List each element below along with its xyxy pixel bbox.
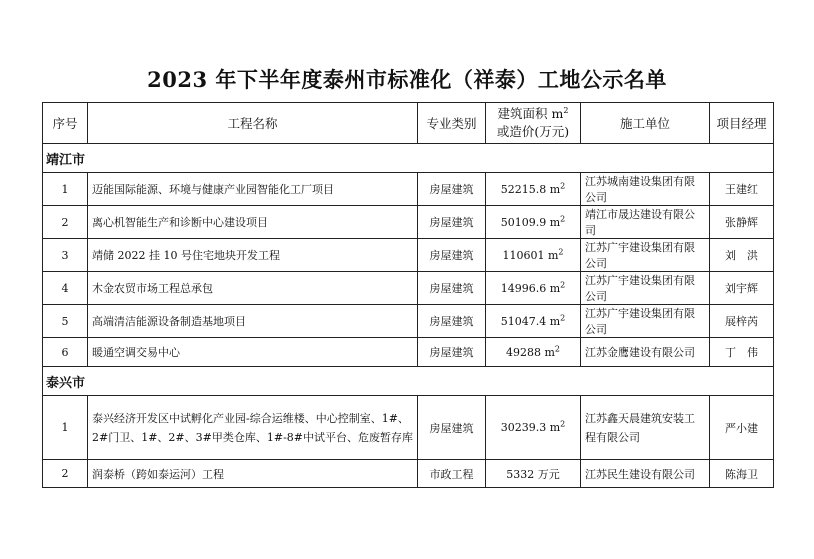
cell-area-value: 30239.3 m <box>500 421 561 434</box>
header-unit: 施工单位 <box>581 103 710 144</box>
cell-area-sup: 2 <box>558 246 564 256</box>
cell-unit: 江苏广宇建设集团有限公司 <box>581 272 710 305</box>
cell-project: 离心机智能生产和诊断中心建设项目 <box>88 206 418 239</box>
cell-area-value: 14996.6 m <box>500 281 561 295</box>
header-area-line1: 建筑面积 m <box>497 106 564 121</box>
cell-project: 木金农贸市场工程总承包 <box>88 272 418 305</box>
cell-area <box>486 206 581 239</box>
cell-category: 房屋建筑 <box>418 239 486 272</box>
header-manager: 项目经理 <box>710 103 774 144</box>
cell-seq: 3 <box>43 239 88 272</box>
cell-area-value: 52215.8 m <box>500 182 561 196</box>
cell-unit: 江苏金鹰建设有限公司 <box>581 338 710 367</box>
cell-area <box>486 272 581 305</box>
table-row <box>43 338 774 367</box>
cell-manager: 丁 伟 <box>710 338 774 367</box>
table-row <box>43 239 774 272</box>
header-category: 专业类别 <box>418 103 486 144</box>
section-row <box>43 144 774 173</box>
cell-area <box>486 460 581 488</box>
table-row <box>43 272 774 305</box>
cell-manager: 刘 洪 <box>710 239 774 272</box>
cell-project: 靖储 2022 挂 10 号住宅地块开发工程 <box>88 239 418 272</box>
cell-seq: 6 <box>43 338 88 367</box>
cell-project: 高端清洁能源设备制造基地项目 <box>88 305 418 338</box>
cell-area-value: 51047.4 m <box>500 314 561 328</box>
header-area-line2: 或造价(万元) <box>496 124 570 139</box>
cell-area <box>486 396 581 460</box>
cell-manager: 陈海卫 <box>710 460 774 488</box>
construction-sites-table <box>42 102 774 488</box>
header-seq: 序号 <box>43 103 88 144</box>
cell-category: 市政工程 <box>418 460 486 488</box>
cell-area-sup: 2 <box>554 343 560 353</box>
cell-project: 暖通空调交易中心 <box>88 338 418 367</box>
cell-area <box>486 173 581 206</box>
cell-area-value: 50109.9 m <box>500 215 561 229</box>
cell-area <box>486 239 581 272</box>
cell-unit: 江苏城南建设集团有限公司 <box>581 173 710 206</box>
cell-project: 迈能国际能源、环境与健康产业园智能化工厂项目 <box>88 173 418 206</box>
cell-area-sup: 2 <box>560 419 566 429</box>
cell-category: 房屋建筑 <box>418 305 486 338</box>
cell-area-value: 49288 m <box>505 345 555 359</box>
cell-project: 泰兴经济开发区中试孵化产业园-综合运维楼、中心控制室、1#、2#门卫、1#、2#、3#甲类仓库、1#-8#中试平台、危废暂存库 <box>88 396 418 460</box>
cell-category: 房屋建筑 <box>418 206 486 239</box>
cell-seq: 1 <box>43 173 88 206</box>
cell-manager: 展梓芮 <box>710 305 774 338</box>
header-area <box>486 103 581 144</box>
cell-seq: 5 <box>43 305 88 338</box>
section-title: 靖江市 <box>43 144 774 173</box>
table-header-row <box>43 103 774 144</box>
cell-manager: 王建红 <box>710 173 774 206</box>
table-row <box>43 305 774 338</box>
cell-category: 房屋建筑 <box>418 173 486 206</box>
section-row <box>43 367 774 396</box>
cell-area <box>486 305 581 338</box>
cell-category: 房屋建筑 <box>418 338 486 367</box>
cell-unit: 靖江市晟达建设有限公司 <box>581 206 710 239</box>
header-area-sup: 2 <box>563 105 569 115</box>
cell-area-value: 110601 m <box>502 248 559 262</box>
cell-seq: 2 <box>43 206 88 239</box>
cell-manager: 刘宇辉 <box>710 272 774 305</box>
cell-unit: 江苏民生建设有限公司 <box>581 460 710 488</box>
page-title: 2023 年下半年度泰州市标准化（祥泰）工地公示名单 <box>147 67 667 92</box>
cell-project: 润泰桥（跨如泰运河）工程 <box>88 460 418 488</box>
cell-category: 房屋建筑 <box>418 272 486 305</box>
cell-unit: 江苏鑫天晨建筑安装工程有限公司 <box>581 396 710 460</box>
cell-area-sup: 2 <box>560 279 566 289</box>
table-row <box>43 396 774 460</box>
cell-unit: 江苏广宇建设集团有限公司 <box>581 239 710 272</box>
cell-unit: 江苏广宇建设集团有限公司 <box>581 305 710 338</box>
cell-seq: 4 <box>43 272 88 305</box>
cell-seq: 1 <box>43 396 88 460</box>
cell-area <box>486 338 581 367</box>
table-row <box>43 206 774 239</box>
cell-area-value: 5332 万元 <box>506 467 560 481</box>
cell-category: 房屋建筑 <box>418 396 486 460</box>
cell-area-sup: 2 <box>560 213 566 223</box>
header-project: 工程名称 <box>88 103 418 144</box>
table-row <box>43 460 774 488</box>
cell-seq: 2 <box>43 460 88 488</box>
section-title: 泰兴市 <box>43 367 774 396</box>
cell-manager: 严小建 <box>710 396 774 460</box>
cell-manager: 张静辉 <box>710 206 774 239</box>
cell-area-sup: 2 <box>560 180 566 190</box>
table-row <box>43 173 774 206</box>
cell-area-sup: 2 <box>560 312 566 322</box>
